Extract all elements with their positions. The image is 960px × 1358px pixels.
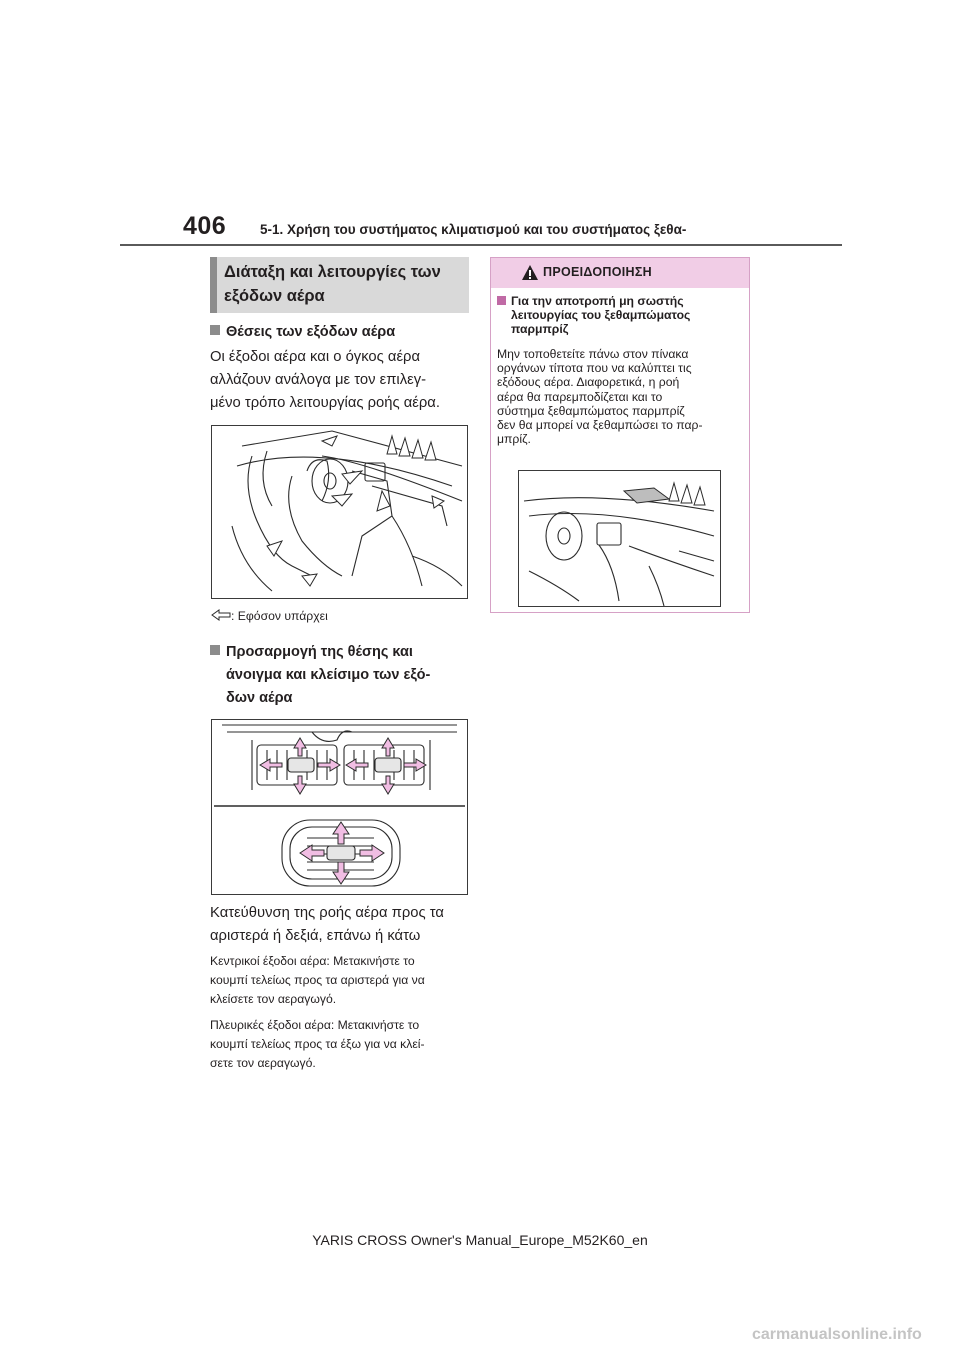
text-line: Οι έξοδοι αέρα και ο όγκος αέρα (210, 349, 421, 365)
bullet-square-icon (210, 645, 220, 655)
subheading-adjust: Προσαρμογή της θέσης και άνοιγμα και κλείσιμο των εξό- δων αέρα (210, 641, 472, 710)
bullet-square-icon (497, 296, 506, 305)
section-title-line: Διάταξη και λειτουργίες των (224, 263, 441, 281)
figure-vent-positions (211, 425, 468, 599)
optional-arrow-icon (211, 609, 231, 621)
chapter-header: 5-1. Χρήση του συστήματος κλιματισμού και του συστήματος ξεθα- (260, 222, 687, 237)
page-number: 406 (183, 212, 227, 240)
warning-triangle-icon (521, 264, 539, 281)
warning-header (491, 258, 749, 288)
warning-title: ΠΡΟΕΙΔΟΠΟΙΗΣΗ (543, 265, 652, 279)
watermark: carmanualsonline.info (752, 1326, 922, 1343)
dashboard-illustration (519, 471, 720, 606)
adjust-body (210, 902, 472, 948)
text-line: μένο τρόπο λειτουργίας ροής αέρα. (210, 395, 440, 411)
text-line: αλλάζουν ανάλογα με τον επιλεγ- (210, 372, 427, 388)
footer: YARIS CROSS Owner's Manual_Europe_M52K60_en (312, 1232, 648, 1248)
cabin-illustration (212, 426, 467, 598)
section-title-line: εξόδων αέρα (224, 287, 325, 305)
figure-dashboard-obstruction (518, 470, 721, 607)
text-line: Κατεύθυνση της ροής αέρα προς τα (210, 905, 444, 921)
warning-body: Μην τοποθετείτε πάνω στον πίνακα οργάνων τίποτα που να καλύπτει τις εξόδους αέρα. Διαφορετικά, η ροή αέρα θα παρεμποδίζεται και το σύστημα ξεθαμπώματος παρμπρίζ δεν θα μπορεί να ξεθαμπώσει το παρ- μπρίζ. (497, 347, 703, 447)
positions-body (210, 346, 472, 415)
text-line: αριστερά ή δεξιά, επάνω ή κάτω (210, 928, 421, 944)
center-vents-text: Κεντρικοί έξοδοι αέρα: Μετακινήστε το κουμπί τελείως προς τα αριστερά για να κλείσετε τον αεραγωγό. (210, 954, 425, 1006)
warning-panel (490, 257, 750, 613)
bullet-square-icon (210, 325, 220, 335)
header-divider (120, 244, 842, 246)
section-title-box (210, 257, 469, 313)
subheading-positions: Θέσεις των εξόδων αέρα (210, 321, 395, 344)
vent-adjustment-illustration (212, 720, 467, 894)
legend-text: : Εφόσον υπάρχει (231, 609, 328, 623)
figure-vent-adjustment (211, 719, 468, 895)
warning-subheading: Για την αποτροπή μη σωστής λειτουργίας του ξεθαμπώματος παρμπρίζ (497, 294, 741, 336)
side-vents-text: Πλευρικές έξοδοι αέρα: Μετακινήστε το κουμπί τελείως προς τα έξω για να κλεί- σετε τον αεραγωγό. (210, 1018, 425, 1070)
